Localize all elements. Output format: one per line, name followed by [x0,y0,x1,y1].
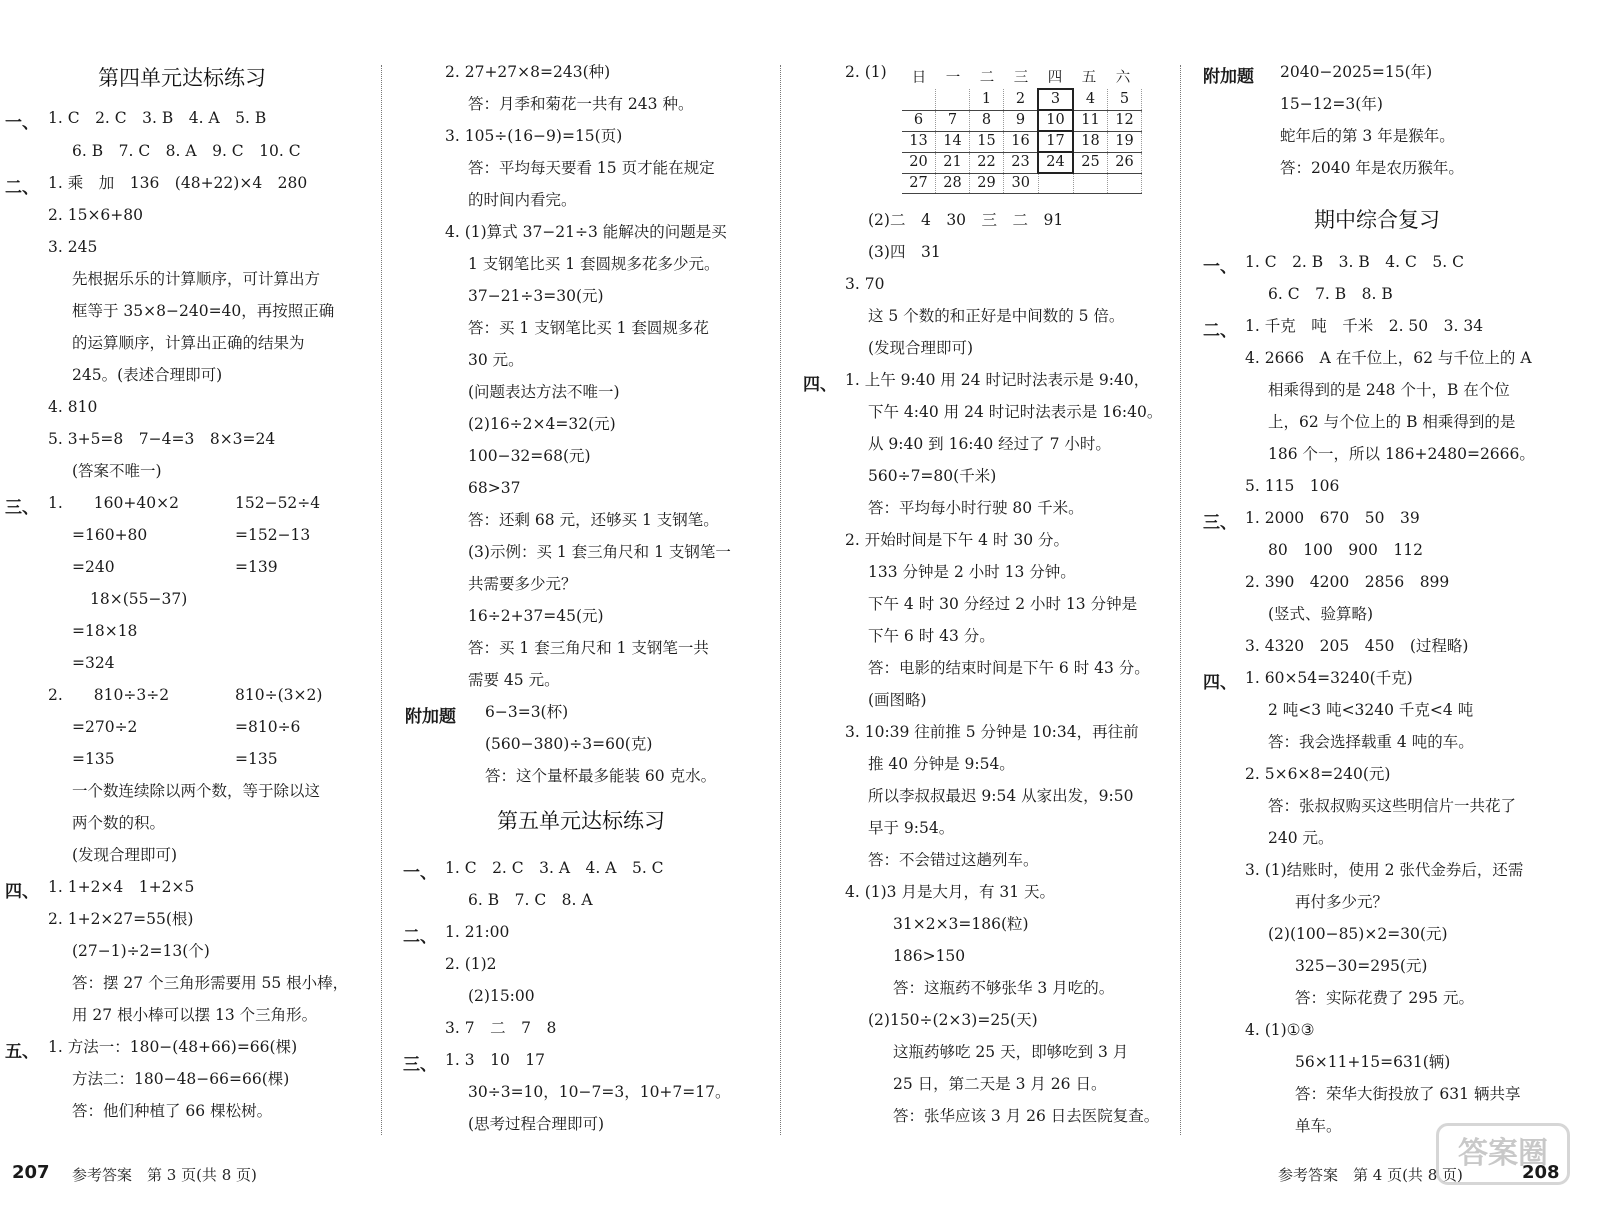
answer-line: 186>150 [893,947,966,965]
calendar-cell: 28 [936,173,970,194]
calendar-cell-boxed: 10 [1038,110,1073,131]
answer-line: =810÷6 [235,718,301,736]
answer-line: 下午 4:40 用 24 时记时法表示是 16:40。 [868,403,1163,421]
answer-line: 先根据乐乐的计算顺序，可计算出方 [72,270,321,288]
answer-line: (问题表达方法不唯一) [468,383,620,401]
answer-line: (2)(100−85)×2=30(元) [1268,925,1448,943]
answer-line: 16÷2+37=45(元) [468,607,604,625]
extra-question-label: 附加题 [1203,67,1254,87]
answer-line: =160+80 [72,526,148,544]
footer-caption-right: 参考答案 第 4 页(共 8 页) [1278,1166,1463,1184]
weekday: 四 [1047,70,1063,86]
calendar-row [902,152,1142,173]
answer-line: (3)示例：买 1 套三角尺和 1 支钢笔一 [468,543,731,561]
calendar-cell: 18 [1073,131,1108,152]
answer-line: 2. 开始时间是下午 4 时 30 分。 [845,531,1070,549]
answer-line: 1. 上午 9:40 用 24 时记时法表示是 9:40， [845,371,1150,389]
answer-line: 1 支钢笔比买 1 套圆规多花多少元。 [468,255,720,273]
answer-line: 答：电影的结束时间是下午 6 时 43 分。 [868,659,1150,677]
answer-line: 1. C 2. B 3. B 4. C 5. C [1245,253,1464,271]
answer-line: 560÷7=80(千米) [868,467,997,485]
calendar-cell-boxed: 24 [1038,152,1073,173]
calendar-cell: 30 [1004,173,1039,194]
answer-line: 答：实际花费了 295 元。 [1295,989,1474,1007]
answer-line: 1. 乘 加 136 (48+22)×4 280 [48,174,308,192]
answer-line: 3. 7 二 7 8 [445,1019,557,1037]
section-marker: 一、 [403,863,437,883]
answer-line: 100−32=68(元) [468,447,591,465]
answer-line: =135 [235,750,278,768]
calendar-cell: 7 [936,110,970,131]
answer-line: 4. 810 [48,398,98,416]
answer-line: 1. C 2. C 3. A 4. A 5. C [445,859,664,877]
answer-line: 答：摆 27 个三角形需要用 55 根小棒， [72,974,349,992]
answer-line: 答：这个量杯最多能装 60 克水。 [485,767,717,785]
answer-line: 4. (1)3 月是大月，有 31 天。 [845,883,1056,901]
answer-line: 3. 245 [48,238,98,256]
answer-line: 25 日，第二天是 3 月 26 日。 [893,1075,1107,1093]
calendar-cell: 8 [970,110,1004,131]
section-marker: 二、 [1203,321,1237,341]
calendar-cell-boxed: 17 [1038,131,1073,152]
answer-line: =240 [72,558,115,576]
answer-line: (2)15:00 [468,987,535,1005]
calendar-cell [1108,173,1142,194]
calendar-cell: 2 [1004,89,1039,110]
extra-question-label: 附加题 [405,707,456,727]
section-marker: 一、 [5,113,39,133]
answer-line: =139 [235,558,278,576]
answer-line: 6. B 7. C 8. A 9. C 10. C [72,142,301,160]
section-marker: 三、 [1203,513,1237,533]
column-divider-2 [780,65,781,1135]
answer-line: 蛇年后的第 3 年是猴年。 [1280,127,1455,145]
calendar-cell: 19 [1108,131,1142,152]
answer-line: 31×2×3=186(粒) [893,915,1029,933]
answer-line: 133 分钟是 2 小时 13 分钟。 [868,563,1076,581]
calendar-row [902,173,1142,194]
answer-line: 4. 2666 A 在千位上，62 与千位上的 A [1245,349,1532,367]
answer-line: 答：2040 年是农历猴年。 [1280,159,1464,177]
section-heading-unit5: 第五单元达标练习 [497,809,665,833]
calendar-cell: 6 [902,110,936,131]
answer-line: (2)16÷2×4=32(元) [468,415,616,433]
calendar-cell: 23 [1004,152,1039,173]
calendar-cell [936,89,970,110]
answer-line: 答：平均每天要看 15 页才能在规定 [468,159,715,177]
answer-line: (3)四 31 [868,243,941,261]
answer-line: 3. 4320 205 450 (过程略) [1245,637,1469,655]
answer-line: 共需要多少元？ [468,575,577,593]
answer-line: (560−380)÷3=60(克) [485,735,653,753]
answer-line: 再付多少元？ [1295,893,1389,911]
answer-line: =324 [72,654,115,672]
calendar-cell [1038,173,1073,194]
calendar-table [902,88,1142,194]
answer-line: 框等于 35×8−240=40，再按照正确 [72,302,335,320]
answer-line: (竖式、验算略) [1268,605,1374,623]
answer-line: 答：这瓶药不够张华 3 月吃的。 [893,979,1115,997]
weekday: 五 [1081,70,1097,86]
answer-line: 用 27 根小棒可以摆 13 个三角形。 [72,1006,318,1024]
answer-line: 5. 115 106 [1245,477,1340,495]
answer-line: 答：他们种植了 66 棵松树。 [72,1102,273,1120]
answer-line: 2. 27+27×8=243(种) [445,63,611,81]
answer-line: 2040−2025=15(年) [1280,63,1433,81]
answer-line: 1. 3 10 17 [445,1051,546,1069]
answer-line: 3. (1)结账时，使用 2 张代金券后，还需 [1245,861,1524,879]
answer-line: 1. C 2. C 3. B 4. A 5. B [48,109,267,127]
answer-line: 方法二：180−48−66=66(棵) [72,1070,290,1088]
answer-line: 答：还剩 68 元，还够买 1 支钢笔。 [468,511,719,529]
calendar-row [902,89,1142,110]
section-heading-midterm: 期中综合复习 [1314,208,1440,232]
answer-line: 68>37 [468,479,521,497]
answer-line: 一个数连续除以两个数，等于除以这 [72,782,321,800]
answer-line: 18×(55−37) [90,590,188,608]
section-marker: 四、 [5,882,39,902]
answer-line: 上，62 与个位上的 B 相乘得到的是 [1268,413,1516,431]
answer-line: (2)二 4 30 三 二 91 [868,211,1064,229]
answer-line: 30÷3=10，10−7=3，10+7=17。 [468,1083,731,1101]
answer-line: 80 100 900 112 [1268,541,1423,559]
calendar-cell: 21 [936,152,970,173]
answer-line: (画图略) [868,691,927,709]
answer-line: 2 吨<3 吨<3240 千克<4 吨 [1268,701,1474,719]
calendar-row [902,110,1142,131]
answer-line: 两个数的积。 [72,814,166,832]
answer-line: 2. 390 4200 2856 899 [1245,573,1450,591]
answer-line: (27−1)÷2=13(个) [72,942,210,960]
answer-line: 1. 160+40×2 [48,494,179,512]
section-marker: 三、 [5,498,39,518]
footer-caption-left: 参考答案 第 3 页(共 8 页) [72,1166,257,1184]
answer-line: 6. B 7. C 8. A [468,891,593,909]
answer-line: 1. 60×54=3240(千克) [1245,669,1413,687]
answer-line: 1. 方法一：180−(48+66)=66(棵) [48,1038,298,1056]
answer-line: 1. 2000 670 50 39 [1245,509,1420,527]
answer-line: 3. 105÷(16−9)=15(页) [445,127,623,145]
answer-line: 186 个一，所以 186+2480=2666。 [1268,445,1535,463]
answer-line: =18×18 [72,622,138,640]
answer-line: (发现合理即可) [72,846,178,864]
answer-line: 答：不会错过这趟列车。 [868,851,1039,869]
calendar-cell: 13 [902,131,936,152]
answer-line: 所以李叔叔最迟 9:54 从家出发，9:50 [868,787,1134,805]
calendar-cell-boxed: 3 [1038,89,1073,110]
answer-line: 2. (1) [845,63,887,81]
calendar-cell: 15 [970,131,1004,152]
section-marker: 二、 [403,927,437,947]
column-divider-1 [381,65,382,1135]
answer-line: 答：平均每小时行驶 80 千米。 [868,499,1084,517]
column-divider-3 [1180,65,1181,1135]
answer-line: 答：荣华大街投放了 631 辆共享 [1295,1085,1521,1103]
answer-line: 答：月季和菊花一共有 243 种。 [468,95,694,113]
answer-line: 这瓶药够吃 25 天，即够吃到 3 月 [893,1043,1129,1061]
section-marker: 三、 [403,1055,437,1075]
answer-line: 3. 10:39 往前推 5 分钟是 10:34，再往前 [845,723,1139,741]
calendar-cell: 4 [1073,89,1108,110]
answer-line: 单车。 [1295,1117,1342,1135]
answer-line: 答：张叔叔购买这些明信片一共花了 [1268,797,1517,815]
answer-line: 6−3=3(杯) [485,703,569,721]
answer-line: (发现合理即可) [868,339,974,357]
calendar-cell: 16 [1004,131,1039,152]
weekday: 一 [945,70,961,86]
answer-line: 的运算顺序，计算出正确的结果为 [72,334,305,352]
answer-line: (2)150÷(2×3)=25(天) [868,1011,1038,1029]
weekday: 日 [911,70,927,86]
answer-line: 245。(表述合理即可) [72,366,223,384]
answer-line: 从 9:40 到 16:40 经过了 7 小时。 [868,435,1111,453]
calendar-weekday-header [902,66,1140,87]
calendar-cell: 5 [1108,89,1142,110]
calendar-cell: 14 [936,131,970,152]
calendar-cell: 29 [970,173,1004,194]
calendar-cell: 11 [1073,110,1108,131]
calendar-cell: 20 [902,152,936,173]
answer-line: 答：买 1 套三角尺和 1 支钢笔一共 [468,639,709,657]
answer-line: 240 元。 [1268,829,1334,847]
answer-line: 2. (1)2 [445,955,497,973]
calendar-cell: 12 [1108,110,1142,131]
answer-line: 答：买 1 支钢笔比买 1 套圆规多花 [468,319,709,337]
answer-line: 这 5 个数的和正好是中间数的 5 倍。 [868,307,1125,325]
answer-line: 答：张华应该 3 月 26 日去医院复查。 [893,1107,1160,1125]
answer-line: 推 40 分钟是 9:54。 [868,755,1015,773]
calendar-row [902,131,1142,152]
section-marker: 一、 [1203,257,1237,277]
answer-line: 下午 4 时 30 分经过 2 小时 13 分钟是 [868,595,1138,613]
calendar-cell: 25 [1073,152,1108,173]
calendar-cell: 27 [902,173,936,194]
calendar-cell: 26 [1108,152,1142,173]
answer-line: =270÷2 [72,718,138,736]
weekday: 三 [1013,70,1029,86]
weekday: 二 [979,70,995,86]
answer-line: 1. 1+2×4 1+2×5 [48,878,195,896]
section-marker: 四、 [803,375,837,395]
answer-line: 4. (1)算式 37−21÷3 能解决的问题是买 [445,223,727,241]
calendar-cell: 22 [970,152,1004,173]
answer-line: 810÷(3×2) [235,686,323,704]
answer-line: 的时间内看完。 [468,191,577,209]
answer-line: (思考过程合理即可) [468,1115,605,1133]
answer-line: 6. C 7. B 8. B [1268,285,1393,303]
section-marker: 五、 [5,1042,39,1062]
answer-line: 下午 6 时 43 分。 [868,627,995,645]
answer-line: 152−52÷4 [235,494,321,512]
answer-line: =152−13 [235,526,311,544]
calendar-cell: 9 [1004,110,1039,131]
answer-line: 325−30=295(元) [1295,957,1428,975]
calendar-cell: 1 [970,89,1004,110]
answer-line: 4. (1)①③ [1245,1021,1315,1039]
answer-line: 30 元。 [468,351,524,369]
answer-line: 相乘得到的是 248 个十，B 在个位 [1268,381,1510,399]
answer-line: 2. 5×6×8=240(元) [1245,765,1391,783]
calendar-cell [1073,173,1108,194]
watermark-logo: 答案圈 [1436,1123,1570,1185]
answer-line: 2. 810÷3÷2 [48,686,170,704]
answer-line: 2. 15×6+80 [48,206,143,224]
answer-line: 15−12=3(年) [1280,95,1383,113]
answer-line: 5. 3+5=8 7−4=3 8×3=24 [48,430,276,448]
weekday: 六 [1115,70,1131,86]
answer-line: (答案不唯一) [72,462,162,480]
answer-line: 1. 千克 吨 千米 2. 50 3. 34 [1245,317,1484,335]
answer-line: 1. 21:00 [445,923,510,941]
answer-line: =135 [72,750,115,768]
section-marker: 二、 [5,178,39,198]
answer-line: 需要 45 元。 [468,671,560,689]
answer-line: 答：我会选择载重 4 吨的车。 [1268,733,1474,751]
section-marker: 四、 [1203,673,1237,693]
section-heading-unit4: 第四单元达标练习 [98,66,266,90]
answer-line: 37−21÷3=30(元) [468,287,604,305]
answer-line: 早于 9:54。 [868,819,955,837]
answer-line: 56×11+15=631(辆) [1295,1053,1451,1071]
page-number-left: 207 [12,1162,50,1183]
answer-line: 2. 1+2×27=55(根) [48,910,194,928]
page-number-right: 208 [1522,1162,1560,1183]
answer-line: 3. 70 [845,275,885,293]
calendar-cell [902,89,936,110]
